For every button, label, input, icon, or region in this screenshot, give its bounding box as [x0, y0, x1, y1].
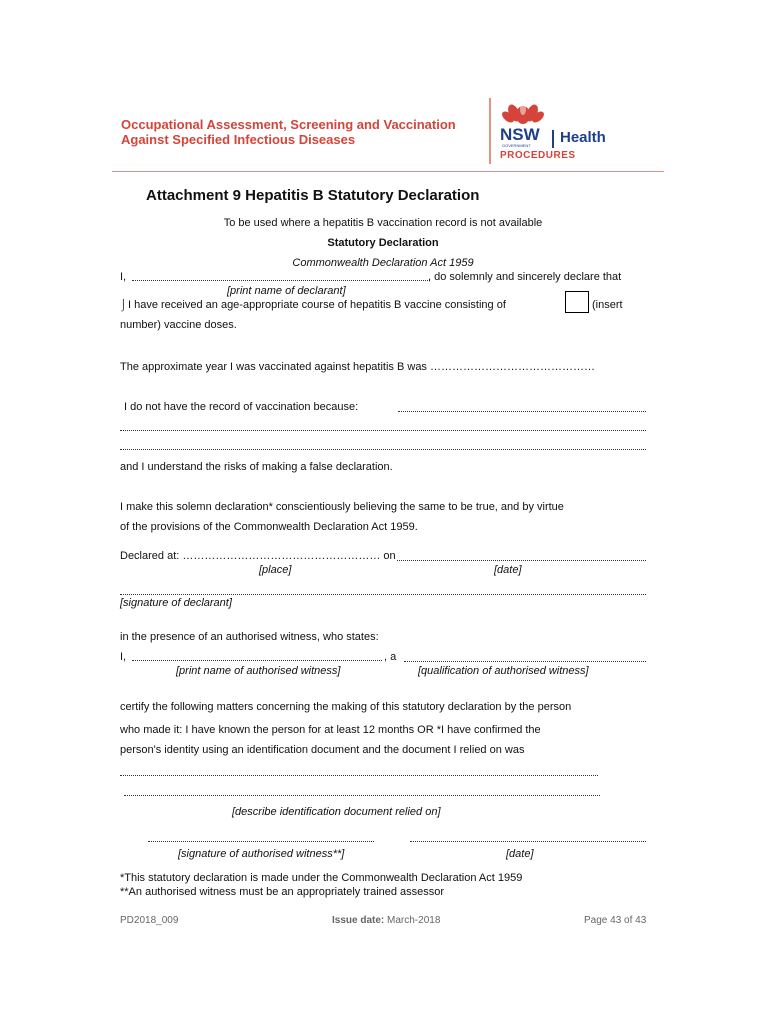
waratah-logo-icon [500, 97, 546, 127]
solemn-text-line2: of the provisions of the Commonwealth Declaration Act 1959. [120, 521, 418, 533]
received-text-line2: number) vaccine doses. [120, 319, 237, 331]
logo-nsw-text: NSW [500, 125, 540, 144]
witness-name-hint: [print name of authorised witness] [176, 665, 341, 677]
footnote-2: **An authorised witness must be an appropriately trained assessor [120, 886, 445, 898]
vaccination-year-text: The approximate year I was vaccinated against hepatitis B was ……………………………………… [120, 361, 595, 373]
header-separator [489, 98, 491, 164]
footer-issue-date [332, 915, 440, 926]
no-record-field-line2[interactable] [120, 420, 646, 431]
checkbox-glyph[interactable]: ⌡ [120, 299, 127, 311]
print-name-hint: [print name of declarant] [227, 285, 346, 297]
id-document-hint: [describe identification document relied on] [232, 806, 441, 818]
header-title-line2: Against Specified Infectious Diseases [121, 132, 356, 147]
header-title-line1: Occupational Assessment, Screening and Vaccination [121, 117, 456, 132]
footnote-1: *This statutory declaration is made under the Commonwealth Declaration Act 1959 [120, 872, 523, 884]
logo-health-text: Health [560, 129, 606, 146]
date-hint: [date] [494, 564, 522, 576]
presence-text: in the presence of an authorised witness, who states: [120, 631, 379, 643]
witness-date-hint: [date] [506, 848, 534, 860]
certify-text-line1: certify the following matters concerning the making of this statutory declaration by the person [120, 701, 572, 713]
declared-date-field[interactable] [397, 550, 646, 561]
witness-signature-hint: [signature of authorised witness**] [178, 848, 345, 860]
issue-date-value: March-2018 [384, 915, 441, 926]
i-label: I, [120, 271, 127, 283]
logo-procedures-text: PROCEDURES [500, 150, 576, 161]
place-hint: [place] [259, 564, 292, 576]
issue-date-label: Issue date: [332, 915, 385, 926]
qualification-hint: [qualification of authorised witness] [418, 665, 589, 677]
page-title: Attachment 9 Hepatitis B Statutory Declaration [146, 187, 480, 204]
received-text-line1: I have received an age-appropriate course of hepatitis B vaccine consisting of [128, 299, 506, 311]
logo-divider [552, 130, 554, 148]
no-record-field[interactable] [398, 401, 646, 412]
declarant-signature-field[interactable] [120, 584, 646, 595]
intro-text: To be used where a hepatitis B vaccination record is not available [223, 217, 543, 229]
section-heading: Statutory Declaration [327, 237, 439, 249]
declared-at-text: Declared at: ……………………………………………… on [120, 550, 396, 562]
id-document-field[interactable] [120, 765, 598, 776]
no-record-text: I do not have the record of vaccination because: [124, 401, 359, 413]
witness-qualification-field[interactable] [404, 651, 646, 662]
declarant-name-field[interactable] [132, 270, 430, 281]
insert-hint: (insert [592, 299, 623, 311]
solemn-text-line1: I make this solemn declaration* conscientiously believing the same to be true, and by virtue [120, 501, 564, 513]
certify-text-line3: person's identity using an identification document and the document I relied on was [120, 744, 525, 756]
logo-government-text: GOVERNMENT [502, 143, 531, 148]
certify-text-line2: who made it: I have known the person for at least 12 months OR *I have confirmed the [120, 724, 541, 736]
witness-signature-field[interactable] [148, 831, 374, 842]
id-document-field-line2[interactable] [124, 785, 600, 796]
witness-a-label: , a [384, 651, 397, 663]
footer-doc-id: PD2018_009 [120, 915, 179, 926]
footer-page-number: Page 43 of 43 [584, 915, 647, 926]
witness-date-field[interactable] [410, 831, 646, 842]
no-record-field-line3[interactable] [120, 439, 646, 450]
declare-text: , do solemnly and sincerely declare that [428, 271, 622, 283]
header-rule [112, 171, 664, 172]
witness-name-field[interactable] [132, 650, 382, 661]
witness-i-label: I, [120, 651, 127, 663]
signature-hint: [signature of declarant] [120, 597, 232, 609]
dose-number-box[interactable] [565, 291, 589, 313]
understand-text: and I understand the risks of making a false declaration. [120, 461, 393, 473]
act-name: Commonwealth Declaration Act 1959 [292, 257, 474, 269]
